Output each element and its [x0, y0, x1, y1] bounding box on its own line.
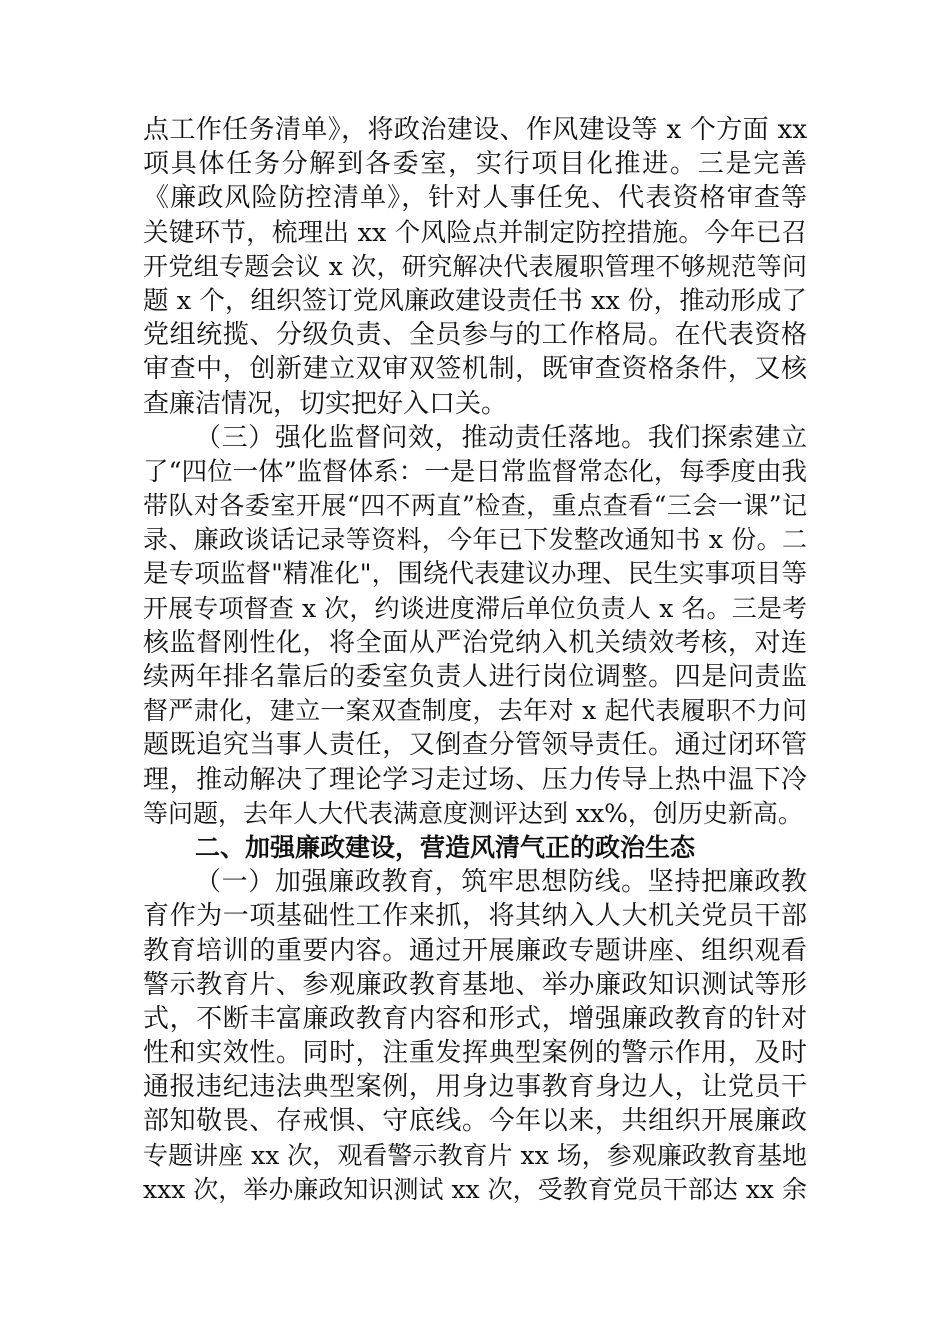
text-line: 党组统揽、分级负责、全员参与的工作格局。在代表资格: [143, 320, 807, 351]
text-line: 点工作任务清单》，将政治建设、作风建设等 x 个方面 xx: [143, 115, 807, 145]
text-line: 项具体任务分解到各委室，实行项目化推进。三是完善: [143, 149, 807, 180]
text-line: 开展专项督查 x 次，约谈进度滞后单位负责人 x 名。三是考: [143, 593, 807, 623]
text-line: 督严肃化，建立一案双查制度，去年对 x 起代表履职不力问: [143, 696, 807, 726]
text-line: 通报违纪违法典型案例，用身边事教育身边人，让党员干: [143, 1072, 807, 1103]
text-line: 录、廉政谈话记录等资料，今年已下发整改通知书 x 份。二: [143, 525, 807, 555]
text-line: 警示教育片、参观廉政教育基地、举办廉政知识测试等形: [143, 969, 807, 1000]
text-line: 专题讲座 xx 次，观看警示教育片 xx 场，参观廉政教育基地: [143, 1140, 807, 1170]
text-line: 审查中，创新建立双审双签机制，既审查资格条件，又核: [143, 354, 807, 385]
section-subheading-line: （一）加强廉政教育，筑牢思想防线。坚持把廉政教: [195, 867, 807, 898]
text-line: 是专项监督"精准化"，围绕代表建议办理、民生实事项目等: [143, 559, 807, 590]
text-line: xxx 次，举办廉政知识测试 xx 次，受教育党员干部达 xx 余: [143, 1174, 807, 1204]
text-line: 题既追究当事人责任，又倒查分管领导责任。通过闭环管: [143, 730, 807, 761]
text-line: 《廉政风险防控清单》，针对人事任免、代表资格审查等: [143, 183, 807, 214]
text-line: 育作为一项基础性工作来抓，将其纳入人大机关党员干部: [143, 901, 807, 932]
text-line: 部知敬畏、存戒惧、守底线。今年以来，共组织开展廉政: [143, 1106, 807, 1137]
text-line: 开党组专题会议 x 次，研究解决代表履职管理不够规范等问: [143, 251, 807, 281]
document-body: [143, 113, 807, 1207]
text-line: 了“四位一体”监督体系：一是日常监督常态化，每季度由我: [143, 456, 807, 487]
text-line: 核监督刚性化，将全面从严治党纳入机关绩效考核，对连: [143, 627, 807, 658]
text-line: 性和实效性。同时，注重发挥典型案例的警示作用，及时: [143, 1038, 807, 1069]
paragraph-end-line: 查廉洁情况，切实把好入口关。: [143, 388, 508, 419]
section-heading: 二、加强廉政建设，营造风清气正的政治生态: [195, 832, 696, 862]
text-line: 题 x 个，组织签订党风廉政建设责任书 xx 份，推动形成了: [143, 285, 807, 316]
text-line: 关键环节，梳理出 xx 个风险点并制定防控措施。今年已召: [143, 217, 807, 248]
paragraph-end-line: 等问题，去年人大代表满意度测评达到 xx%，创历史新高。: [143, 798, 803, 828]
text-line: 续两年排名靠后的委室负责人进行岗位调整。四是问责监: [143, 662, 807, 692]
text-line: 教育培训的重要内容。通过开展廉政专题讲座、组织观看: [143, 935, 807, 966]
text-line: 理，推动解决了理论学习走过场、压力传导上热中温下冷: [143, 764, 807, 795]
section-subheading-line: （三）强化监督问效，推动责任落地。我们探索建立: [195, 422, 807, 453]
text-line: 式，不断丰富廉政教育内容和形式，增强廉政教育的针对: [143, 1003, 807, 1034]
text-line: 带队对各委室开展“四不两直”检查，重点查看“三会一课”记: [143, 491, 807, 521]
